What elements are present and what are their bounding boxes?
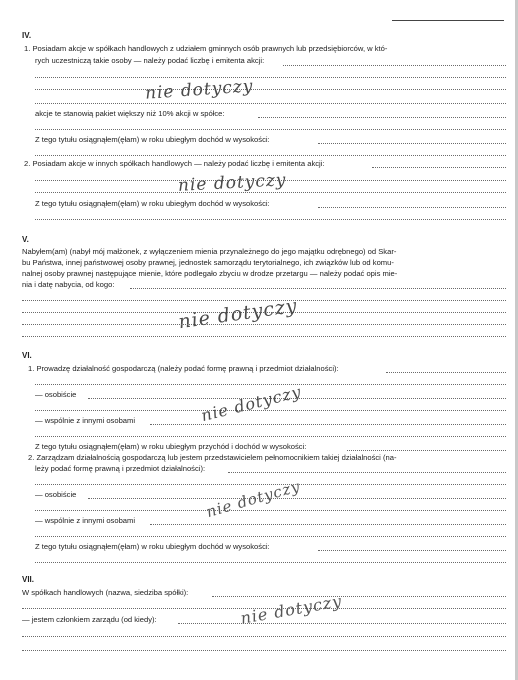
s6-item2-income-label: Z tego tytułu osiągnąłem(ęłam) w roku ubiegłym dochód w wysokości: [35,542,270,551]
s7-line1: W spółkach handlowych (nazwa, siedziba spółki): [22,588,189,597]
s6-item2-handwriting: nie dotyczy [204,476,303,522]
s4-item1-answer-line[interactable] [35,77,506,78]
s4-item1-answer-line[interactable] [35,129,506,130]
s4-item2-income-field[interactable] [318,207,506,208]
s6-item2-osobiscie-label: — osobiście [35,490,77,499]
s6-item2-wspolnie-label: — wspólnie z innymi osobami [35,516,136,525]
section-v-title: V. [22,235,29,244]
section-iv-title: IV. [22,31,32,40]
s6-item2-line1: 2. Zarządzam działalnością gospodarczą lub jestem przedstawicielem pełnomocnikiem takiej działalności (na- [28,453,397,462]
s4-item2-answer-line[interactable] [35,219,506,220]
section-vi-title: VI. [22,351,32,360]
s4-item2-line1: 2. Posiadam akcje w innych spółkach handlowych — należy podać liczbę i emitenta akcji: [24,159,325,168]
s6-item2-answer-line[interactable] [35,510,506,511]
s4-item1-line2: rych uczestniczą takie osoby — należy podać liczbę i emitenta akcji: [35,56,265,65]
s6-item1-answer-line[interactable] [35,436,506,437]
s6-item1-answer-line[interactable] [35,384,506,385]
s4-item1-income-label: Z tego tytułu osiągnąłem(ęłam) w roku ubiegłym dochód w wysokości: [35,135,270,144]
s6-item2-answer-line[interactable] [35,536,506,537]
s4-item1-answer-line[interactable] [283,65,506,66]
s6-item1-osobiscie-label: — osobiście [35,390,77,399]
top-rule [392,20,504,21]
s4-item1-income-field[interactable] [318,143,506,144]
s7-handwriting: nie dotyczy [239,591,344,628]
s6-item1-line1: 1. Prowadzę działalność gospodarczą (należy podać formę prawną i przedmiot działalności): [28,364,339,373]
s5-answer-line[interactable] [130,288,506,289]
s4-item2-handwriting: nie dotyczy [177,170,287,196]
s5-answer-line[interactable] [22,324,506,325]
s5-handwriting: nie dotyczy [176,294,299,334]
s5-line4: nia i datę nabycia, od kogo: [22,280,115,289]
s6-item2-answer-line[interactable] [228,472,506,473]
s4-item2-answer-line[interactable] [35,192,506,193]
s4-item1-pakiet-field[interactable] [258,117,506,118]
s4-item2-answer-line[interactable] [372,167,506,168]
s6-item2-osobiscie-field[interactable] [88,498,506,499]
s5-line3: nalnej osoby prawnej następujące mienie, które podlegało zbyciu w drodze przetargu — należy podać opis mie- [22,269,398,278]
s6-item1-income-label: Z tego tytułu osiągnąłem(ęłam) w roku ubiegłym przychód i dochód w wysokości: [35,442,307,451]
s7-line2: — jestem członkiem zarządu (od kiedy): [22,615,157,624]
s6-item1-wspolnie-label: — wspólnie z innymi osobami [35,416,136,425]
s4-item1-answer-line[interactable] [35,155,506,156]
s7-answer-line[interactable] [22,636,506,637]
s5-line2: bu Państwa, innej państwowej osoby prawnej, jednostek samorządu terytorialnego, ich związków lub od komu- [22,258,394,267]
s5-line1: Nabyłem(am) (nabył mój małżonek, z wyłączeniem mienia przynależnego do jego majątku odrębnego) od Skar- [22,247,397,256]
s7-zarzad-field[interactable] [178,623,506,624]
s6-item1-answer-line[interactable] [35,410,506,411]
s6-item2-income-field[interactable] [318,550,506,551]
s4-item1-line1: 1. Posiadam akcje w spółkach handlowych z udziałem gminnych osób prawnych lub przedsiębiorców, w któ- [24,44,388,53]
s4-item1-handwriting: nie dotyczy [144,76,255,104]
s6-item1-income-field[interactable] [347,450,506,451]
s6-item1-handwriting: nie dotyczy [199,381,304,426]
s5-answer-line[interactable] [22,336,506,337]
s4-item1-answer-line[interactable] [35,89,506,90]
section-vii-title: VII. [22,575,35,584]
s6-item2-answer-line[interactable] [35,562,506,563]
s6-item1-answer-line[interactable] [386,372,506,373]
s7-answer-line[interactable] [212,596,506,597]
s4-item1-pakiet-label: akcje te stanowią pakiet większy niż 10% akcji w spółce: [35,109,225,118]
s4-item2-income-label: Z tego tytułu osiągnąłem(ęłam) w roku ubiegłym dochód w wysokości: [35,199,270,208]
s6-item2-wspolnie-field[interactable] [150,524,506,525]
s4-item1-answer-line[interactable] [35,103,506,104]
s6-item2-line2: leży podać formę prawną i przedmiot działalności): [35,464,206,473]
s7-answer-line[interactable] [22,650,506,651]
